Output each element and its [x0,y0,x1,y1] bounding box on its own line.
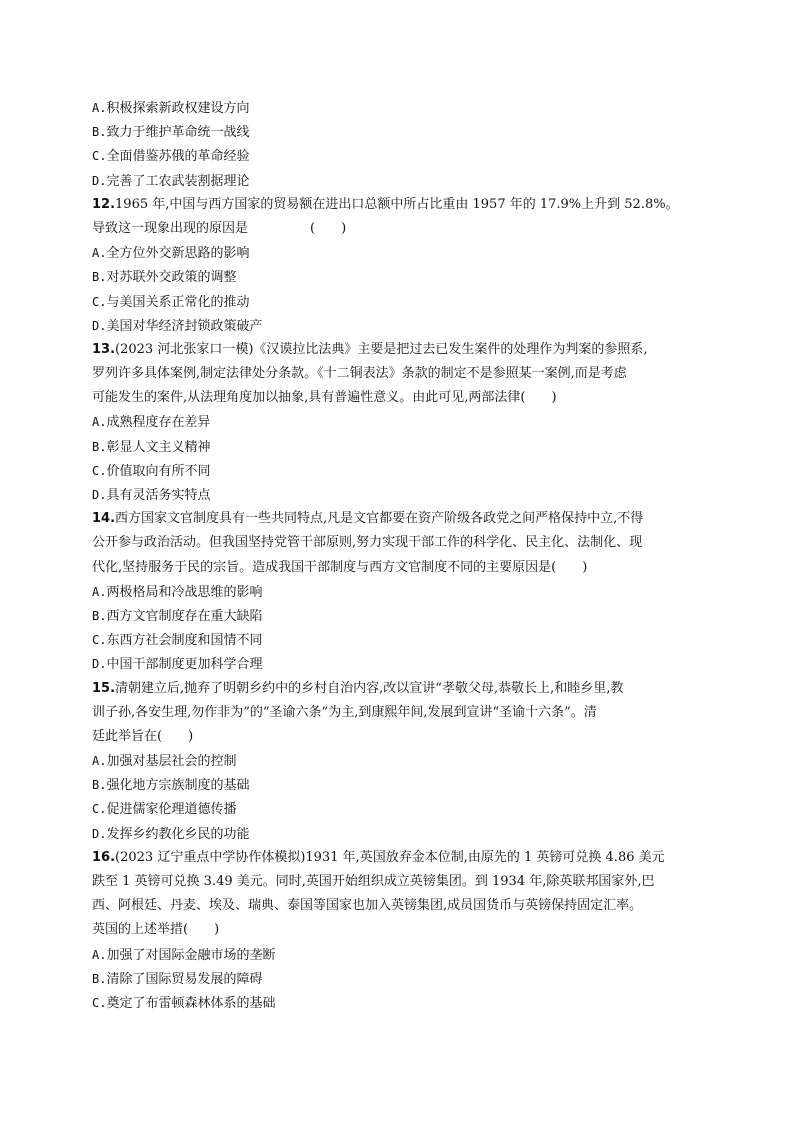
question-stem-line [92,531,706,555]
stem-text: (2023 河北张家口一模)《汉谟拉比法典》主要是把过去已发生案件的处理作为判案的参照系, [115,341,648,357]
option-text: 两极格局和冷战思维的影响 [106,584,263,600]
question-stem-line [92,846,706,870]
question-stem-line [92,556,706,580]
exam-page [92,96,706,1015]
option-letter: D. [92,488,107,502]
option-letter: C. [92,463,107,478]
option-text: 奠定了布雷顿森林体系的基础 [106,995,276,1011]
question-15 [92,677,706,846]
question-stem-line [92,193,706,217]
option-letter: C. [92,802,107,817]
question-stem-line [92,701,706,725]
option-14-b[interactable] [92,604,706,628]
option-letter: B. [92,608,107,623]
option-text: 东西方社会制度和国情不同 [106,633,263,649]
question-stem-line [92,507,706,531]
question-number: 14. [92,511,116,527]
option-letter: D. [92,173,107,188]
option-text: 彰显人文主义精神 [106,439,211,455]
option-letter: D. [92,826,107,841]
stem-text: 罗列许多具体案例,制定法律处分条款。《十二铜表法》条款的制定不是参照某一案例,而是考虑 [92,366,627,382]
option-11-d[interactable] [92,169,706,193]
option-11-c[interactable] [92,144,706,168]
question-stem-line [92,677,706,701]
option-15-d[interactable] [92,822,706,846]
question-number: 15. [92,680,116,696]
option-14-a[interactable] [92,580,706,604]
option-letter: C. [92,294,107,309]
option-text: 西方文官制度存在重大缺陷 [106,608,263,624]
option-text: 具有灵活务实特点 [106,488,211,503]
option-letter: C. [92,995,107,1010]
option-text: 发挥乡约教化乡民的功能 [106,826,250,842]
option-letter: A. [92,584,107,599]
question-stem-line [92,894,706,918]
option-13-b[interactable] [92,435,706,459]
option-11-a[interactable] [92,96,706,120]
option-14-c[interactable] [92,628,706,652]
option-12-b[interactable] [92,265,706,289]
stem-text: 清朝建立后,抛弃了明朝乡约中的乡村自治内容,改以宣讲“孝敬父母,恭敬长上,和睦乡里,教 [115,680,624,696]
option-12-a[interactable] [92,241,706,265]
option-text: 强化地方宗族制度的基础 [106,778,250,794]
option-text: 美国对华经济封锁政策破产 [106,318,263,334]
stem-text: 可能发生的案件,从法理角度加以抽象,具有普遍性意义。由此可见,两部法律( ) [92,390,557,406]
stem-text: (2023 辽宁重点中学协作体模拟)1931 年,英国放弃金本位制,由原先的 1 英镑可兑换 4.86 美元 [115,849,665,865]
option-letter: B. [92,125,107,140]
option-letter: D. [92,657,107,672]
option-letter: A. [92,415,107,430]
option-letter: D. [92,318,107,333]
option-11-b[interactable] [92,120,706,144]
question-stem-line [92,217,706,241]
option-15-c[interactable] [92,797,706,821]
option-13-d[interactable] [92,483,706,507]
option-15-a[interactable] [92,749,706,773]
option-text: 与美国关系正常化的推动 [106,294,250,310]
question-stem-line [92,338,706,362]
stem-text: 公开参与政治活动。但我国坚持党管干部原则,努力实现干部工作的科学化、民主化、法制化、现 [92,535,643,551]
question-stem-line [92,870,706,894]
stem-text: 廷此举旨在( ) [92,728,194,744]
question-16 [92,846,706,1015]
option-16-a[interactable] [92,943,706,967]
question-stem-line [92,386,706,410]
stem-text: 导致这一现象出现的原因是 [92,220,249,236]
stem-text: 西、阿根廷、丹麦、埃及、瑞典、泰国等国家也加入英镑集团,成员国货币与英镑保持固定汇率。 [92,898,643,914]
stem-text: 跌至 1 英镑可兑换 3.49 美元。同时,英国开始组织成立英镑集团。到 1934 年,除英联邦国家外,巴 [92,874,655,889]
option-12-c[interactable] [92,290,706,314]
option-13-c[interactable] [92,459,706,483]
option-text: 加强了对国际金融市场的垄断 [106,947,276,963]
option-16-c[interactable] [92,991,706,1015]
question-13 [92,338,706,507]
stem-text: 英国的上述举措( ) [92,922,220,938]
stem-text: 训子孙,各安生理,勿作非为”的“圣谕六条”为主,到康熙年间,发展到宣讲“圣谕十六条”。清 [92,704,597,720]
option-14-d[interactable] [92,652,706,676]
question-number: 13. [92,341,116,357]
question-12 [92,193,706,338]
question-number: 16. [92,849,116,865]
option-text: 致力于维护革命统一战线 [106,125,250,141]
option-15-b[interactable] [92,773,706,797]
option-16-b[interactable] [92,967,706,991]
option-text: 成熟程度存在差异 [106,415,211,431]
option-text: 加强对基层社会的控制 [106,754,237,770]
question-11-options [92,96,706,193]
option-letter: B. [92,971,107,986]
option-letter: C. [92,633,107,648]
answer-blank[interactable]: ( ) [310,220,347,236]
stem-text: 代化,坚持服务于民的宗旨。造成我国干部制度与西方文官制度不同的主要原因是( ) [92,559,588,575]
option-letter: A. [92,101,107,115]
option-letter: B. [92,270,107,285]
question-stem-line [92,918,706,942]
option-letter: B. [92,439,107,454]
option-letter: A. [92,947,107,962]
option-letter: B. [92,778,107,793]
option-letter: A. [92,754,107,769]
question-number: 12. [92,196,116,212]
option-text: 中国干部制度更加科学合理 [106,657,263,673]
question-stem-line [92,362,706,386]
option-text: 对苏联外交政策的调整 [106,270,237,286]
option-12-d[interactable] [92,314,706,338]
option-letter: C. [92,149,107,164]
stem-text: 1965 年,中国与西方国家的贸易额在进出口总额中所占比重由 1957 年的 17.9%上升到 52.8%。 [115,196,679,212]
question-14 [92,507,706,676]
option-text: 积极探索新政权建设方向 [106,101,250,116]
option-text: 完善了工农武装割据理论 [106,173,250,189]
option-letter: A. [92,246,107,261]
option-text: 清除了国际贸易发展的障碍 [106,971,263,987]
option-text: 全方位外交新思路的影响 [106,246,250,262]
option-text: 促进儒家伦理道德传播 [106,802,237,818]
stem-text: 西方国家文官制度具有一些共同特点,凡是文官都要在资产阶级各政党之间严格保持中立,不得 [115,511,644,527]
option-text: 全面借鉴苏俄的革命经验 [106,149,250,165]
option-text: 价值取向有所不同 [106,463,211,479]
option-13-a[interactable] [92,410,706,434]
question-stem-line [92,725,706,749]
